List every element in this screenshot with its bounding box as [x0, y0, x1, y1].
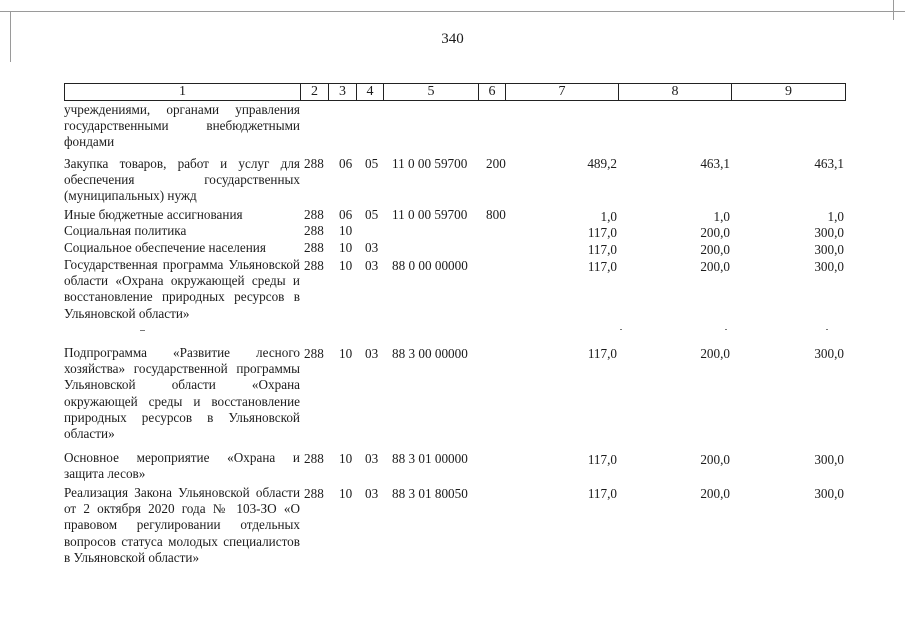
amount-col7: 117,0 — [587, 259, 617, 274]
subsection-code: 05 — [365, 156, 379, 171]
row-name: учреждениями, органами управления государственными внебюджетными фондами — [64, 102, 300, 150]
subsection-code: 03 — [365, 486, 379, 501]
row-name: Реализация Закона Ульяновской области от 2 октября 2020 года № 103-ЗО «О правовом регулировании отдельных вопросов статуса молодых специалистов в Ульяновской области» — [64, 485, 300, 565]
row-name: Закупка товаров, работ и услуг для обеспечения государственных (муниципальных) нужд — [64, 156, 300, 204]
target-article-code: 88 3 01 80050 — [392, 486, 468, 501]
amount-col8: 200,0 — [700, 225, 730, 240]
amount-col8: 463,1 — [700, 156, 730, 171]
amount-col8: 200,0 — [700, 486, 730, 501]
amount-col7: 1,0 — [600, 209, 617, 224]
section-code: 10 — [339, 223, 353, 238]
admin-code: 288 — [304, 240, 324, 255]
scan-speck — [140, 330, 145, 331]
amount-col9: 300,0 — [814, 242, 844, 257]
scan-border-top — [0, 11, 905, 12]
admin-code: 288 — [304, 258, 324, 273]
row-name: Иные бюджетные ассигнования — [64, 207, 243, 222]
target-article-code: 88 3 01 00000 — [392, 451, 468, 466]
row-name: Основное мероприятие «Охрана и защита лесов» — [64, 450, 300, 482]
section-code: 10 — [339, 451, 353, 466]
row-name: Государственная программа Ульяновской области «Охрана окружающей среды и восстановление природных ресурсов в Ульяновской области» — [64, 257, 300, 321]
column-header-3: 3 — [329, 84, 357, 100]
subsection-code: 03 — [365, 240, 379, 255]
subsection-code: 03 — [365, 451, 379, 466]
column-header-6: 6 — [479, 84, 506, 100]
amount-col9: 300,0 — [814, 346, 844, 361]
admin-code: 288 — [304, 451, 324, 466]
scan-border-right — [893, 0, 894, 20]
page-number: 340 — [441, 31, 464, 47]
section-code: 10 — [339, 346, 353, 361]
amount-col7: 117,0 — [587, 225, 617, 240]
section-code: 10 — [339, 486, 353, 501]
amount-col9: 463,1 — [814, 156, 844, 171]
row-name: Социальное обеспечение населения — [64, 240, 266, 255]
target-article-code: 88 3 00 00000 — [392, 346, 468, 361]
amount-col9: 1,0 — [827, 209, 844, 224]
column-header-8: 8 — [619, 84, 732, 100]
amount-col8: 1,0 — [713, 209, 730, 224]
amount-col7: 117,0 — [587, 346, 617, 361]
amount-col9: 300,0 — [814, 452, 844, 467]
column-header-7: 7 — [506, 84, 619, 100]
row-name: Подпрограмма «Развитие лесного хозяйства» государственной программы Ульяновской области «Охрана окружающей среды и восстановление природных ресурсов в Ульяновской области» — [64, 345, 300, 442]
amount-col8: 200,0 — [700, 242, 730, 257]
row-name: Социальная политика — [64, 223, 187, 238]
amount-col7: 117,0 — [587, 242, 617, 257]
section-code: 06 — [339, 207, 353, 222]
column-header-1: 1 — [65, 84, 301, 100]
scan-speck — [620, 329, 622, 330]
admin-code: 288 — [304, 156, 324, 171]
amount-col9: 300,0 — [814, 225, 844, 240]
section-code: 10 — [339, 240, 353, 255]
admin-code: 288 — [304, 486, 324, 501]
admin-code: 288 — [304, 346, 324, 361]
expense-type-code: 200 — [486, 156, 506, 171]
column-header-row — [64, 83, 846, 101]
target-article-code: 88 0 00 00000 — [392, 258, 468, 273]
column-header-4: 4 — [357, 84, 384, 100]
subsection-code: 05 — [365, 207, 379, 222]
scan-speck — [826, 329, 828, 330]
scan-speck — [725, 329, 727, 330]
expense-type-code: 800 — [486, 207, 506, 222]
subsection-code: 03 — [365, 346, 379, 361]
amount-col8: 200,0 — [700, 346, 730, 361]
column-header-5: 5 — [384, 84, 479, 100]
column-header-2: 2 — [301, 84, 329, 100]
subsection-code: 03 — [365, 258, 379, 273]
column-header-9: 9 — [785, 84, 792, 99]
amount-col7: 117,0 — [587, 486, 617, 501]
amount-col9: 300,0 — [814, 259, 844, 274]
amount-col8: 200,0 — [700, 259, 730, 274]
section-code: 10 — [339, 258, 353, 273]
amount-col9: 300,0 — [814, 486, 844, 501]
amount-col8: 200,0 — [700, 452, 730, 467]
admin-code: 288 — [304, 223, 324, 238]
amount-col7: 117,0 — [587, 452, 617, 467]
amount-col7: 489,2 — [587, 156, 617, 171]
target-article-code: 11 0 00 59700 — [392, 207, 468, 222]
admin-code: 288 — [304, 207, 324, 222]
section-code: 06 — [339, 156, 353, 171]
target-article-code: 11 0 00 59700 — [392, 156, 468, 171]
